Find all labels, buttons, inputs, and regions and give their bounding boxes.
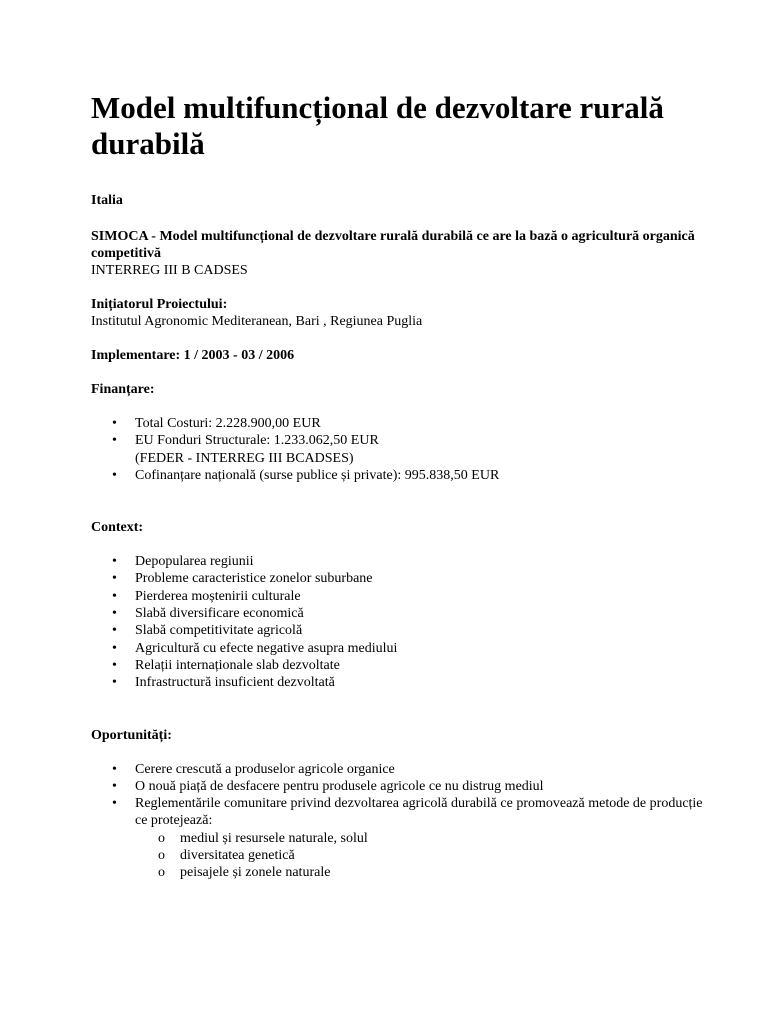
list-item: • Agricultură cu efecte negative asupra mediului [135, 640, 708, 657]
document-title: Model multifuncțional de dezvoltare rurală durabilă [91, 90, 664, 161]
implementation: Implementare: 1 / 2003 - 03 / 2006 [91, 348, 295, 363]
initiator-value: Institutul Agronomic Mediteranean, Bari , Regiunea Puglia [91, 314, 423, 329]
financing-total: Total Costuri: 2.228.900,00 EUR [135, 416, 321, 431]
list-item: • Slabă diversificare economică [135, 605, 708, 622]
opportunities-sublist [135, 830, 708, 882]
list-item: • Infrastructură insuficient dezvoltată [135, 674, 708, 691]
initiator-label: Inițiatorul Proiectului: [91, 297, 228, 312]
list-item: • O nouă piață de desfacere pentru produsele agricole ce nu distrug mediul [135, 778, 708, 795]
opportunities-label: Oportunități: [91, 727, 172, 743]
financing-label: Finanțare: [91, 382, 155, 397]
list-item: • Pierderea moștenirii culturale [135, 588, 708, 605]
list-item: • Depopularea regiunii [135, 553, 708, 570]
list-item [135, 795, 708, 881]
initiator-block [91, 296, 708, 330]
country: Italia [91, 193, 123, 208]
financing-list [91, 415, 708, 484]
financing-eu-note: (FEDER - INTERREG III BCADSES) [135, 450, 354, 466]
list-item: o diversitatea genetică [180, 847, 708, 864]
list-item: • Relații internaționale slab dezvoltate [135, 657, 708, 674]
project-program: INTERREG III B CADSES [91, 263, 248, 278]
financing-national: Cofinanțare națională (surse publice și private): 995.838,50 EUR [135, 467, 500, 483]
project-name: SIMOCA - Model multifuncțional de dezvoltare rurală durabilă ce are la bază o agricultură organică competitivă [91, 229, 695, 261]
list-item [135, 432, 708, 467]
list-item: o mediul și resursele naturale, solul [180, 830, 708, 847]
list-item [135, 415, 708, 432]
context-label: Context: [91, 520, 144, 536]
list-item [135, 467, 708, 484]
opportunity-regulations: Reglementările comunitare privind dezvoltarea agricolă durabilă ce promovează metode de producție ce protejează: [135, 796, 703, 829]
list-item: • Probleme caracteristice zonelor suburbane [135, 570, 708, 587]
list-item: o peisajele și zonele naturale [180, 864, 708, 881]
list-item: • Slabă competitivitate agricolă [135, 622, 708, 639]
context-list [91, 553, 708, 691]
financing-eu: EU Fonduri Structurale: 1.233.062,50 EUR [135, 433, 379, 449]
project-block [91, 228, 708, 279]
list-item: • Cerere crescută a produselor agricole organice [135, 761, 708, 778]
opportunities-list [91, 761, 708, 882]
